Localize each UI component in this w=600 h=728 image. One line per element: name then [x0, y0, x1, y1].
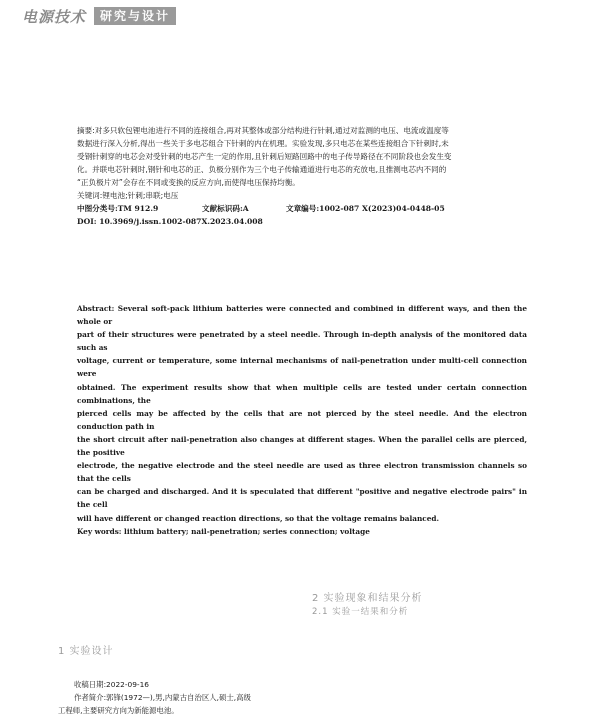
- chinese-abstract: [77, 124, 527, 228]
- english-abstract: [77, 302, 527, 538]
- abstract-en-line: electrode, the negative electrode and the steel needle are used as three electron transmission channels so that the cells: [77, 461, 527, 484]
- abstract-en-line: Abstract: Several soft-pack lithium batteries were connected and combined in different ways, and then the whole or: [77, 304, 527, 327]
- abstract-en-line: pierced cells may be affected by the cells that are not pierced by the steel needle. And the electron conduction path in: [77, 408, 527, 431]
- keywords-en: Key words: lithium battery; nail-penetration; series connection; voltage: [77, 526, 370, 536]
- section-tag: 研究与设计: [94, 7, 176, 25]
- abstract-cn-line: 数据进行深入分析,得出一些关于多电芯组合下针刺的内在机理。实验发现,多只电芯在某些连接组合下针刺时,未: [77, 139, 449, 148]
- abstract-cn-line: “正负极片对”会存在不同或变换的反应方向,而使得电压保持均衡。: [77, 178, 300, 187]
- abstract-cn-line: 摘要:对多只软包锂电池进行不同的连接组合,再对其整体或部分结构进行针刺,通过对监测的电压、电流或温度等: [77, 126, 449, 135]
- received-date: 收稿日期:2022-09-16: [74, 680, 150, 689]
- abstract-en-line: can be charged and discharged. And it is speculated that different "positive and negative electrode pairs" in the cell: [77, 487, 527, 510]
- journal-name: 电源技术: [22, 7, 87, 26]
- page-header: [22, 6, 176, 26]
- author-info-continued: 工程师,主要研究方向为新能源电池。: [58, 706, 179, 715]
- abstract-en-line: will have different or changed reaction directions, so that the voltage remains balanced.: [77, 513, 440, 523]
- abstract-en-line: the short circuit after nail-penetration also changes at different stages. When the parallel cells are pierced, the positive: [77, 434, 527, 458]
- abstract-en-line: part of their structures were penetrated by a steel needle. Through in-depth analysis of the monitored data such as: [77, 330, 527, 353]
- article-number: 文章编号:1002-087 X(2023)04-0448-05: [286, 204, 445, 213]
- keywords-cn: 关键词:锂电池;针刺;串联;电压: [77, 191, 179, 200]
- footnote: [58, 678, 358, 717]
- classification-row: [77, 202, 527, 215]
- section-1-heading: 1 实验设计: [58, 646, 114, 657]
- clc-number: 中图分类号:TM 912.9: [77, 204, 159, 213]
- abstract-en-line: obtained. The experiment results show that when multiple cells are tested under certain connection combinations, the: [77, 382, 527, 405]
- author-info: 作者简介:郭锋(1972—),男,内蒙古自治区人,硕士,高级: [74, 693, 251, 702]
- section-2-1-heading: 2.1 实验一结果和分析: [312, 607, 409, 617]
- document-code: 文献标识码:A: [202, 204, 249, 213]
- section-2-heading: 2 实验现象和结果分析: [312, 593, 423, 604]
- abstract-en-line: voltage, current or temperature, some internal mechanisms of nail-penetration under multi-cell connection were: [77, 356, 527, 379]
- abstract-cn-line: 化。并联电芯针刺时,钢针和电芯的正、负极分别作为三个电子传输通道进行电芯的充放电,且推测电芯内不同的: [77, 165, 447, 174]
- doi: DOI: 10.3969/j.issn.1002-087X.2023.04.008: [77, 217, 263, 226]
- abstract-cn-line: 受钢针刺穿的电芯会对受针刺的电芯产生一定的作用,且针刺后短路回路中的电子传导路径在不同阶段也会发生变: [77, 152, 452, 161]
